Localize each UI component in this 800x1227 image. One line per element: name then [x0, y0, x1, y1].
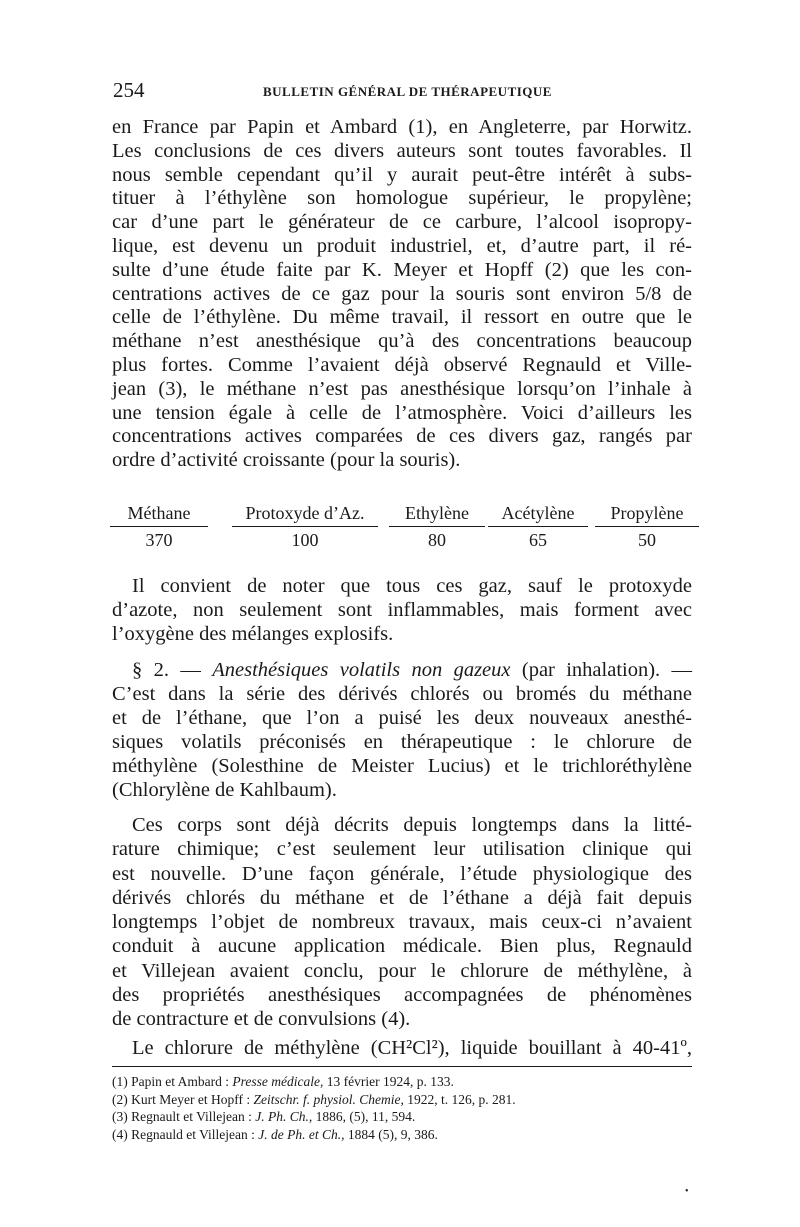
footnote-authors: Regnauld et Villejean :	[131, 1126, 255, 1142]
footnote	[112, 1073, 692, 1091]
text-line: nous semble cependant qu’il y aurait peut-être intérêt à subs-	[112, 163, 692, 186]
table-column-ethylene	[389, 503, 485, 551]
text-line: plus fortes. Comme l’avaient déjà observé Regnauld et Ville-	[112, 353, 692, 376]
footnote-journal: Presse médicale,	[232, 1074, 324, 1089]
section-volatile-anesthetics	[112, 658, 692, 802]
footnote	[112, 1126, 692, 1144]
text-line: concentrations actives comparées de ces divers gaz, rangés par	[112, 425, 692, 448]
footnote-reference: 13 février 1924, p. 133.	[326, 1074, 454, 1089]
text-line: et Villejean avaient conclu, pour le chlorure de méthylène, à	[112, 959, 692, 982]
text-line: d’azote, non seulement sont inflammables, mais forment avec	[112, 599, 692, 621]
column-header: Ethylène	[389, 503, 485, 527]
footnote-reference: 1884 (5), 9, 386.	[347, 1126, 438, 1142]
text-line: rature chimique; c’est seulement leur utilisation clinique qui	[112, 838, 692, 861]
footnote-authors: Papin et Ambard :	[131, 1074, 229, 1089]
running-head: BULLETIN GÉNÉRAL DE THÉRAPEUTIQUE	[263, 84, 552, 99]
text-line: Le chlorure de méthylène (CH²Cl²), liquide bouillant à 40-41º,	[132, 1037, 692, 1059]
table-column-propylene	[595, 503, 699, 551]
text-line: conduit à aucune application médicale. Bien plus, Regnauld	[112, 935, 692, 958]
text-line: car d’une part le générateur de ce carbure, l’alcool isopropy-	[112, 211, 692, 234]
footnote-reference: 1922, t. 126, p. 281.	[407, 1091, 516, 1107]
text-line: siques volatils préconisés en thérapeutique : le chlorure de	[112, 731, 692, 753]
text-line: C’est dans la série des dérivés chlorés ou bromés du méthane	[112, 683, 692, 705]
footnote-journal: Zeitschr. f. physiol. Chemie,	[253, 1091, 404, 1107]
text-line: Il convient de noter que tous ces gaz, sauf le protoxyde	[132, 575, 692, 597]
text-line: une tension égale à celle de l’atmosphère. Voici d’ailleurs les	[112, 401, 692, 424]
table-column-protoxyde	[232, 503, 378, 551]
text-line: méthylène (Solesthine de Meister Lucius) et le trichloréthylène	[112, 755, 692, 777]
page-header	[113, 78, 683, 102]
text-line: centrations actives de ce gaz pour la souris sont environ 5/8 de	[112, 282, 692, 305]
text-line: sulte d’une étude faite par K. Meyer et Hopff (2) que les con-	[112, 258, 692, 281]
page-number: 254	[113, 78, 145, 102]
column-value: 65	[529, 530, 547, 550]
text-line: Ces corps sont déjà décrits depuis longtemps dans la litté-	[132, 814, 692, 836]
text-line: et de l’éthane, que l’on a puisé les deux nouveaux anesthé-	[112, 707, 692, 729]
section-title: Anesthésiques volatils non gazeux	[212, 659, 511, 681]
footnote-divider	[112, 1066, 692, 1067]
text-line: lique, est devenu un produit industriel, et, d’autre part, il ré-	[112, 234, 692, 257]
footnote-number: (1)	[112, 1074, 128, 1089]
footnote-number: (3)	[112, 1109, 128, 1124]
text-line: tituer à l’éthylène son homologue supérieur, le propylène;	[112, 187, 692, 210]
footnote-authors: Regnault et Villejean :	[131, 1109, 252, 1124]
footnote-journal: J. de Ph. et Ch.,	[258, 1126, 345, 1142]
text-line: dérivés chlorés du méthane et de l’éthane a déjà fait depuis	[112, 886, 692, 909]
text-line: de contracture et de convulsions (4).	[112, 1008, 411, 1031]
print-mark: •	[685, 1186, 689, 1197]
section-heading-line	[112, 658, 692, 682]
footnote-journal: J. Ph. Ch.,	[255, 1109, 313, 1124]
text-line: est nouvelle. D’une façon générale, l’étude physiologique des	[112, 862, 692, 885]
column-value: 100	[291, 530, 319, 550]
column-value: 370	[145, 530, 173, 550]
footnote-number: (2)	[112, 1091, 128, 1107]
text-line: l’oxygène des mélanges explosifs.	[112, 623, 394, 645]
column-value: 80	[428, 530, 446, 550]
footnote	[112, 1091, 692, 1109]
footnote	[112, 1108, 692, 1126]
text-line: jean (3), le méthane n’est pas anesthésique lorsqu’on l’inhale à	[112, 377, 692, 400]
paragraph-methylene-chloride	[112, 1036, 692, 1060]
paragraph-chemistry	[112, 813, 692, 1032]
text-line: des propriétés anesthésiques accompagnées de phénomènes	[112, 984, 692, 1007]
footnote-authors: Kurt Meyer et Hopff :	[131, 1091, 251, 1107]
footnotes	[112, 1073, 692, 1143]
column-header: Propylène	[595, 503, 699, 527]
text-line: méthane n’est anesthésique qu’à des concentrations beaucoup	[112, 330, 692, 353]
table-column-methane	[110, 503, 208, 551]
table-column-acetylene	[488, 503, 588, 551]
column-header: Acétylène	[488, 503, 588, 527]
footnote-reference: 1886, (5), 11, 594.	[315, 1109, 416, 1124]
footnote-number: (4)	[112, 1126, 128, 1142]
column-header: Protoxyde d’Az.	[232, 503, 378, 527]
text-line: ordre d’activité croissante (pour la souris).	[112, 449, 461, 472]
text-line: Les conclusions de ces divers auteurs sont toutes favorables. Il	[112, 139, 692, 162]
text-line: longtemps l’objet de nombreux travaux, mais ceux-ci n’avaient	[112, 911, 692, 934]
text-line: celle de l’éthylène. Du même travail, il ressort en outre que le	[112, 306, 692, 329]
text-line: en France par Papin et Ambard (1), en Angleterre, par Horwitz.	[112, 116, 692, 138]
section-number: § 2. —	[132, 659, 201, 681]
section-title-suffix: (par inhalation). —	[521, 659, 693, 681]
text-line: (Chlorylène de Kahlbaum).	[112, 779, 337, 801]
column-value: 50	[638, 530, 656, 550]
column-header: Méthane	[110, 503, 208, 527]
paragraph-ethylene	[112, 116, 692, 473]
paragraph-inflammable	[112, 574, 692, 646]
